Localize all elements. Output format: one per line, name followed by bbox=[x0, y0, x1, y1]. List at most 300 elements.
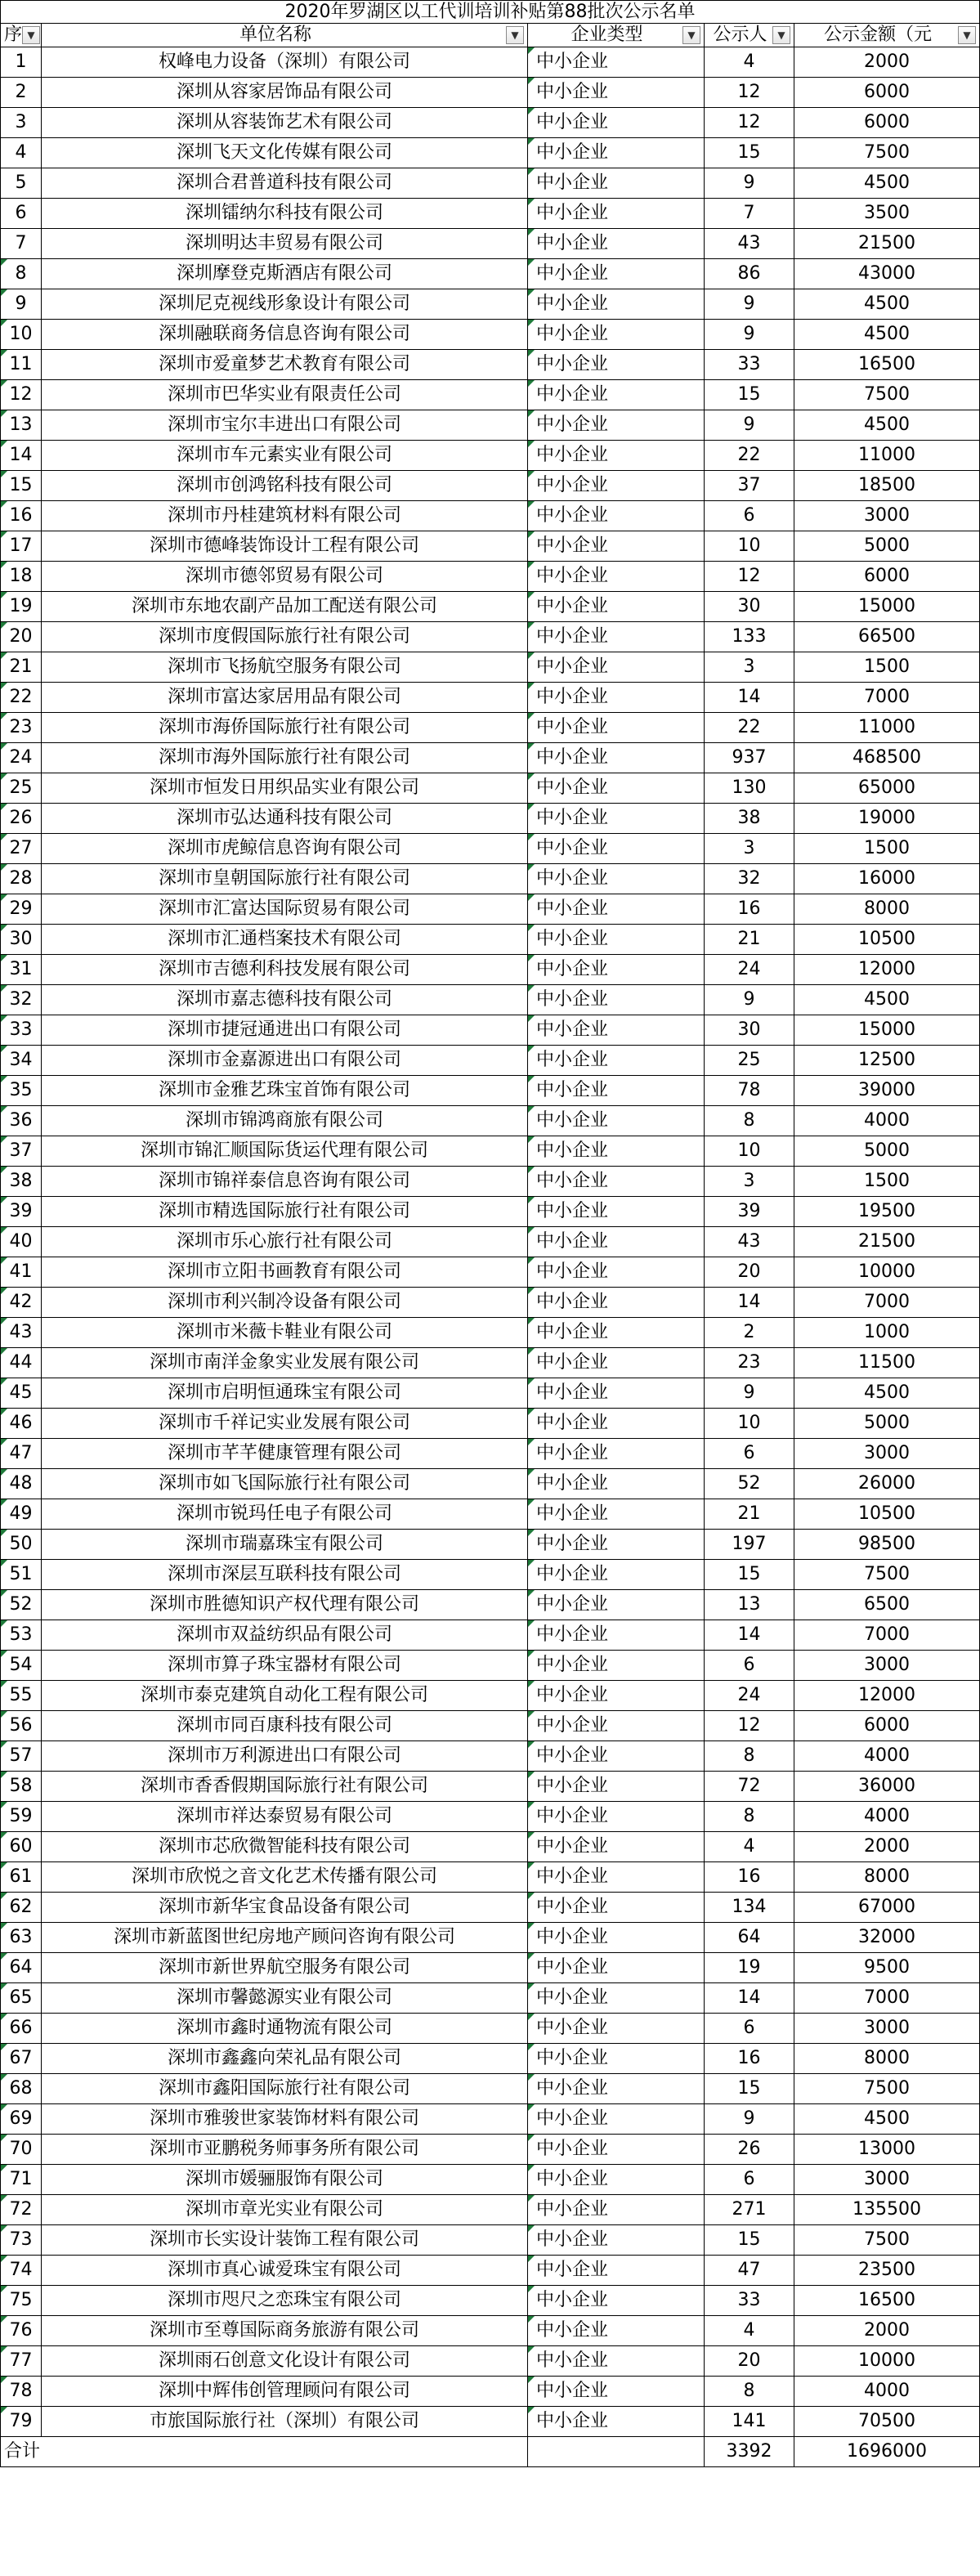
company-type[interactable]: 中小企业 bbox=[528, 985, 705, 1015]
company-type[interactable]: 中小企业 bbox=[528, 501, 705, 531]
company-name[interactable]: 深圳市汇富达国际贸易有限公司 bbox=[42, 894, 528, 925]
people-count[interactable]: 10 bbox=[705, 531, 794, 562]
company-type[interactable]: 中小企业 bbox=[528, 834, 705, 864]
row-index[interactable]: 57 bbox=[1, 1741, 42, 1772]
company-name[interactable]: 深圳市南洋金象实业发展有限公司 bbox=[42, 1348, 528, 1378]
company-name[interactable]: 深圳市恒发日用织品实业有限公司 bbox=[42, 773, 528, 804]
people-count[interactable]: 4 bbox=[705, 47, 794, 78]
row-index[interactable]: 56 bbox=[1, 1711, 42, 1741]
row-index[interactable]: 77 bbox=[1, 2346, 42, 2377]
people-count[interactable]: 133 bbox=[705, 622, 794, 652]
people-count[interactable]: 43 bbox=[705, 1227, 794, 1257]
subsidy-amount[interactable]: 6000 bbox=[794, 108, 980, 138]
total-label[interactable]: 合计 bbox=[1, 2437, 528, 2467]
row-index[interactable]: 61 bbox=[1, 1862, 42, 1893]
row-index[interactable]: 70 bbox=[1, 2135, 42, 2165]
company-type[interactable]: 中小企业 bbox=[528, 1590, 705, 1620]
company-type[interactable]: 中小企业 bbox=[528, 1651, 705, 1681]
row-index[interactable]: 5 bbox=[1, 168, 42, 199]
people-count[interactable]: 33 bbox=[705, 2286, 794, 2316]
dropdown-arrow-icon[interactable]: ▼ bbox=[22, 26, 40, 44]
company-type[interactable]: 中小企业 bbox=[528, 1197, 705, 1227]
company-name[interactable]: 深圳市海外国际旅行社有限公司 bbox=[42, 743, 528, 773]
subsidy-amount[interactable]: 21500 bbox=[794, 1227, 980, 1257]
row-index[interactable]: 9 bbox=[1, 289, 42, 320]
company-type[interactable]: 中小企业 bbox=[528, 713, 705, 743]
company-name[interactable]: 深圳市宝尔丰进出口有限公司 bbox=[42, 410, 528, 441]
header-people[interactable]: 公示人 ▼ bbox=[705, 24, 794, 47]
row-index[interactable]: 65 bbox=[1, 1983, 42, 2014]
company-name[interactable]: 深圳明达丰贸易有限公司 bbox=[42, 229, 528, 259]
subsidy-amount[interactable]: 4500 bbox=[794, 410, 980, 441]
subsidy-amount[interactable]: 7500 bbox=[794, 138, 980, 168]
dropdown-arrow-icon[interactable]: ▼ bbox=[958, 26, 976, 44]
header-name[interactable]: 单位名称 ▼ bbox=[42, 24, 528, 47]
subsidy-amount[interactable]: 26000 bbox=[794, 1469, 980, 1499]
subsidy-amount[interactable]: 1500 bbox=[794, 1167, 980, 1197]
company-type[interactable]: 中小企业 bbox=[528, 199, 705, 229]
subsidy-amount[interactable]: 3500 bbox=[794, 199, 980, 229]
company-name[interactable]: 市旅国际旅行社（深圳）有限公司 bbox=[42, 2407, 528, 2437]
company-type[interactable]: 中小企业 bbox=[528, 1983, 705, 2014]
company-type[interactable]: 中小企业 bbox=[528, 1227, 705, 1257]
dropdown-arrow-icon[interactable]: ▼ bbox=[506, 26, 524, 44]
company-name[interactable]: 深圳市丹桂建筑材料有限公司 bbox=[42, 501, 528, 531]
people-count[interactable]: 24 bbox=[705, 955, 794, 985]
row-index[interactable]: 63 bbox=[1, 1923, 42, 1953]
subsidy-amount[interactable]: 13000 bbox=[794, 2135, 980, 2165]
company-name[interactable]: 深圳市创鸿铭科技有限公司 bbox=[42, 471, 528, 501]
subsidy-amount[interactable]: 4000 bbox=[794, 2377, 980, 2407]
company-name[interactable]: 深圳市万利源进出口有限公司 bbox=[42, 1741, 528, 1772]
people-count[interactable]: 13 bbox=[705, 1590, 794, 1620]
people-count[interactable]: 21 bbox=[705, 1499, 794, 1530]
company-name[interactable]: 深圳市芯欣微智能科技有限公司 bbox=[42, 1832, 528, 1862]
subsidy-amount[interactable]: 4000 bbox=[794, 1741, 980, 1772]
company-type[interactable]: 中小企业 bbox=[528, 1499, 705, 1530]
company-name[interactable]: 深圳市至尊国际商务旅游有限公司 bbox=[42, 2316, 528, 2346]
subsidy-amount[interactable]: 3000 bbox=[794, 1651, 980, 1681]
row-index[interactable]: 75 bbox=[1, 2286, 42, 2316]
company-type[interactable]: 中小企业 bbox=[528, 622, 705, 652]
company-type[interactable]: 中小企业 bbox=[528, 380, 705, 410]
row-index[interactable]: 40 bbox=[1, 1227, 42, 1257]
company-name[interactable]: 深圳市利兴制冷设备有限公司 bbox=[42, 1288, 528, 1318]
company-name[interactable]: 深圳市双益纺织品有限公司 bbox=[42, 1620, 528, 1651]
subsidy-amount[interactable]: 7500 bbox=[794, 2074, 980, 2104]
company-name[interactable]: 深圳市锦鸿商旅有限公司 bbox=[42, 1106, 528, 1136]
company-name[interactable]: 深圳从容装饰艺术有限公司 bbox=[42, 108, 528, 138]
subsidy-amount[interactable]: 21500 bbox=[794, 229, 980, 259]
company-name[interactable]: 深圳市虎鲸信息咨询有限公司 bbox=[42, 834, 528, 864]
row-index[interactable]: 16 bbox=[1, 501, 42, 531]
people-count[interactable]: 3 bbox=[705, 652, 794, 683]
people-count[interactable]: 16 bbox=[705, 1862, 794, 1893]
company-type[interactable]: 中小企业 bbox=[528, 410, 705, 441]
row-index[interactable]: 4 bbox=[1, 138, 42, 168]
row-index[interactable]: 47 bbox=[1, 1439, 42, 1469]
row-index[interactable]: 18 bbox=[1, 562, 42, 592]
subsidy-amount[interactable]: 16500 bbox=[794, 350, 980, 380]
company-type[interactable]: 中小企业 bbox=[528, 1257, 705, 1288]
people-count[interactable]: 12 bbox=[705, 1711, 794, 1741]
company-type[interactable]: 中小企业 bbox=[528, 2195, 705, 2225]
dropdown-arrow-icon[interactable]: ▼ bbox=[772, 26, 790, 44]
people-count[interactable]: 15 bbox=[705, 380, 794, 410]
company-name[interactable]: 深圳市同百康科技有限公司 bbox=[42, 1711, 528, 1741]
people-count[interactable]: 10 bbox=[705, 1409, 794, 1439]
row-index[interactable]: 62 bbox=[1, 1893, 42, 1923]
company-name[interactable]: 深圳市鑫时通物流有限公司 bbox=[42, 2014, 528, 2044]
people-count[interactable]: 15 bbox=[705, 138, 794, 168]
people-count[interactable]: 141 bbox=[705, 2407, 794, 2437]
people-count[interactable]: 16 bbox=[705, 894, 794, 925]
company-type[interactable]: 中小企业 bbox=[528, 743, 705, 773]
header-index[interactable]: 序 ▼ bbox=[1, 24, 42, 47]
company-name[interactable]: 深圳市雅骏世家装饰材料有限公司 bbox=[42, 2104, 528, 2135]
people-count[interactable]: 9 bbox=[705, 1378, 794, 1409]
row-index[interactable]: 49 bbox=[1, 1499, 42, 1530]
company-name[interactable]: 深圳市欣悦之音文化艺术传播有限公司 bbox=[42, 1862, 528, 1893]
subsidy-amount[interactable]: 5000 bbox=[794, 1136, 980, 1167]
row-index[interactable]: 52 bbox=[1, 1590, 42, 1620]
company-name[interactable]: 深圳市精选国际旅行社有限公司 bbox=[42, 1197, 528, 1227]
row-index[interactable]: 58 bbox=[1, 1772, 42, 1802]
row-index[interactable]: 51 bbox=[1, 1560, 42, 1590]
company-type[interactable]: 中小企业 bbox=[528, 1318, 705, 1348]
company-type[interactable]: 中小企业 bbox=[528, 1439, 705, 1469]
row-index[interactable]: 45 bbox=[1, 1378, 42, 1409]
subsidy-amount[interactable]: 6000 bbox=[794, 1711, 980, 1741]
subsidy-amount[interactable]: 4500 bbox=[794, 1378, 980, 1409]
company-name[interactable]: 深圳市祥达泰贸易有限公司 bbox=[42, 1802, 528, 1832]
people-count[interactable]: 30 bbox=[705, 1015, 794, 1046]
people-count[interactable]: 8 bbox=[705, 1106, 794, 1136]
people-count[interactable]: 3 bbox=[705, 1167, 794, 1197]
row-index[interactable]: 24 bbox=[1, 743, 42, 773]
subsidy-amount[interactable]: 468500 bbox=[794, 743, 980, 773]
company-name[interactable]: 深圳中辉伟创管理顾问有限公司 bbox=[42, 2377, 528, 2407]
row-index[interactable]: 41 bbox=[1, 1257, 42, 1288]
subsidy-amount[interactable]: 16500 bbox=[794, 2286, 980, 2316]
people-count[interactable]: 15 bbox=[705, 1560, 794, 1590]
row-index[interactable]: 15 bbox=[1, 471, 42, 501]
people-count[interactable]: 130 bbox=[705, 773, 794, 804]
subsidy-amount[interactable]: 4500 bbox=[794, 2104, 980, 2135]
row-index[interactable]: 38 bbox=[1, 1167, 42, 1197]
company-type[interactable]: 中小企业 bbox=[528, 955, 705, 985]
company-name[interactable]: 深圳市金嘉源进出口有限公司 bbox=[42, 1046, 528, 1076]
company-type[interactable]: 中小企业 bbox=[528, 168, 705, 199]
subsidy-amount[interactable]: 6000 bbox=[794, 78, 980, 108]
row-index[interactable]: 27 bbox=[1, 834, 42, 864]
row-index[interactable]: 14 bbox=[1, 441, 42, 471]
people-count[interactable]: 7 bbox=[705, 199, 794, 229]
company-name[interactable]: 深圳镭纳尔科技有限公司 bbox=[42, 199, 528, 229]
people-count[interactable]: 14 bbox=[705, 683, 794, 713]
people-count[interactable]: 4 bbox=[705, 1832, 794, 1862]
company-type[interactable]: 中小企业 bbox=[528, 1711, 705, 1741]
people-count[interactable]: 3 bbox=[705, 834, 794, 864]
people-count[interactable]: 6 bbox=[705, 2165, 794, 2195]
company-name[interactable]: 深圳市弘达通科技有限公司 bbox=[42, 804, 528, 834]
people-count[interactable]: 134 bbox=[705, 1893, 794, 1923]
row-index[interactable]: 17 bbox=[1, 531, 42, 562]
company-name[interactable]: 深圳市新华宝食品设备有限公司 bbox=[42, 1893, 528, 1923]
company-name[interactable]: 深圳市锐玛任电子有限公司 bbox=[42, 1499, 528, 1530]
company-name[interactable]: 深圳融联商务信息咨询有限公司 bbox=[42, 320, 528, 350]
row-index[interactable]: 34 bbox=[1, 1046, 42, 1076]
company-type[interactable]: 中小企业 bbox=[528, 471, 705, 501]
company-type[interactable]: 中小企业 bbox=[528, 138, 705, 168]
company-name[interactable]: 深圳市汇通档案技术有限公司 bbox=[42, 925, 528, 955]
header-type[interactable]: 企业类型 ▼ bbox=[528, 24, 705, 47]
company-name[interactable]: 深圳飞天文化传媒有限公司 bbox=[42, 138, 528, 168]
subsidy-amount[interactable]: 2000 bbox=[794, 1832, 980, 1862]
subsidy-amount[interactable]: 4500 bbox=[794, 320, 980, 350]
row-index[interactable]: 3 bbox=[1, 108, 42, 138]
subsidy-amount[interactable]: 15000 bbox=[794, 592, 980, 622]
row-index[interactable]: 6 bbox=[1, 199, 42, 229]
company-name[interactable]: 深圳市飞扬航空服务有限公司 bbox=[42, 652, 528, 683]
people-count[interactable]: 72 bbox=[705, 1772, 794, 1802]
subsidy-amount[interactable]: 98500 bbox=[794, 1530, 980, 1560]
company-type[interactable]: 中小企业 bbox=[528, 78, 705, 108]
subsidy-amount[interactable]: 4000 bbox=[794, 1802, 980, 1832]
people-count[interactable]: 6 bbox=[705, 1651, 794, 1681]
people-count[interactable]: 20 bbox=[705, 1257, 794, 1288]
company-name[interactable]: 深圳市巴华实业有限责任公司 bbox=[42, 380, 528, 410]
row-index[interactable]: 66 bbox=[1, 2014, 42, 2044]
subsidy-amount[interactable]: 43000 bbox=[794, 259, 980, 289]
row-index[interactable]: 33 bbox=[1, 1015, 42, 1046]
subsidy-amount[interactable]: 8000 bbox=[794, 1862, 980, 1893]
company-type[interactable]: 中小企业 bbox=[528, 289, 705, 320]
company-name[interactable]: 深圳摩登克斯酒店有限公司 bbox=[42, 259, 528, 289]
company-type[interactable]: 中小企业 bbox=[528, 1046, 705, 1076]
row-index[interactable]: 54 bbox=[1, 1651, 42, 1681]
subsidy-amount[interactable]: 4500 bbox=[794, 289, 980, 320]
people-count[interactable]: 24 bbox=[705, 1681, 794, 1711]
row-index[interactable]: 8 bbox=[1, 259, 42, 289]
company-type[interactable]: 中小企业 bbox=[528, 1923, 705, 1953]
company-type[interactable]: 中小企业 bbox=[528, 2225, 705, 2256]
company-name[interactable]: 深圳合君普道科技有限公司 bbox=[42, 168, 528, 199]
company-name[interactable]: 深圳市锦汇顺国际货运代理有限公司 bbox=[42, 1136, 528, 1167]
company-type[interactable]: 中小企业 bbox=[528, 1741, 705, 1772]
subsidy-amount[interactable]: 4500 bbox=[794, 168, 980, 199]
people-count[interactable]: 38 bbox=[705, 804, 794, 834]
company-type[interactable]: 中小企业 bbox=[528, 592, 705, 622]
subsidy-amount[interactable]: 4500 bbox=[794, 985, 980, 1015]
row-index[interactable]: 67 bbox=[1, 2044, 42, 2074]
company-type[interactable]: 中小企业 bbox=[528, 1832, 705, 1862]
people-count[interactable]: 9 bbox=[705, 410, 794, 441]
company-type[interactable]: 中小企业 bbox=[528, 1348, 705, 1378]
company-type[interactable]: 中小企业 bbox=[528, 1530, 705, 1560]
people-count[interactable]: 271 bbox=[705, 2195, 794, 2225]
row-index[interactable]: 21 bbox=[1, 652, 42, 683]
subsidy-amount[interactable]: 7000 bbox=[794, 1983, 980, 2014]
company-name[interactable]: 深圳市德峰装饰设计工程有限公司 bbox=[42, 531, 528, 562]
company-name[interactable]: 深圳市章光实业有限公司 bbox=[42, 2195, 528, 2225]
people-count[interactable]: 43 bbox=[705, 229, 794, 259]
people-count[interactable]: 9 bbox=[705, 168, 794, 199]
people-count[interactable]: 33 bbox=[705, 350, 794, 380]
people-count[interactable]: 6 bbox=[705, 1439, 794, 1469]
company-name[interactable]: 深圳市吉德利科技发展有限公司 bbox=[42, 955, 528, 985]
company-name[interactable]: 深圳市金雅艺珠宝首饰有限公司 bbox=[42, 1076, 528, 1106]
people-count[interactable]: 10 bbox=[705, 1136, 794, 1167]
people-count[interactable]: 12 bbox=[705, 108, 794, 138]
company-type[interactable]: 中小企业 bbox=[528, 1862, 705, 1893]
row-index[interactable]: 25 bbox=[1, 773, 42, 804]
company-name[interactable]: 深圳市咫尺之恋珠宝有限公司 bbox=[42, 2286, 528, 2316]
row-index[interactable]: 60 bbox=[1, 1832, 42, 1862]
total-type-cell[interactable] bbox=[528, 2437, 705, 2467]
row-index[interactable]: 69 bbox=[1, 2104, 42, 2135]
row-index[interactable]: 64 bbox=[1, 1953, 42, 1983]
subsidy-amount[interactable]: 7000 bbox=[794, 683, 980, 713]
company-type[interactable]: 中小企业 bbox=[528, 2135, 705, 2165]
people-count[interactable]: 86 bbox=[705, 259, 794, 289]
row-index[interactable]: 74 bbox=[1, 2256, 42, 2286]
row-index[interactable]: 37 bbox=[1, 1136, 42, 1167]
company-type[interactable]: 中小企业 bbox=[528, 441, 705, 471]
row-index[interactable]: 2 bbox=[1, 78, 42, 108]
company-name[interactable]: 深圳雨石创意文化设计有限公司 bbox=[42, 2346, 528, 2377]
row-index[interactable]: 23 bbox=[1, 713, 42, 743]
subsidy-amount[interactable]: 7500 bbox=[794, 2225, 980, 2256]
company-name[interactable]: 深圳市立阳书画教育有限公司 bbox=[42, 1257, 528, 1288]
people-count[interactable]: 9 bbox=[705, 985, 794, 1015]
company-name[interactable]: 深圳市米薇卡鞋业有限公司 bbox=[42, 1318, 528, 1348]
people-count[interactable]: 4 bbox=[705, 2316, 794, 2346]
subsidy-amount[interactable]: 8000 bbox=[794, 894, 980, 925]
company-name[interactable]: 深圳市新蓝图世纪房地产顾问咨询有限公司 bbox=[42, 1923, 528, 1953]
subsidy-amount[interactable]: 6500 bbox=[794, 1590, 980, 1620]
company-type[interactable]: 中小企业 bbox=[528, 108, 705, 138]
company-name[interactable]: 深圳市启明恒通珠宝有限公司 bbox=[42, 1378, 528, 1409]
people-count[interactable]: 8 bbox=[705, 2377, 794, 2407]
subsidy-amount[interactable]: 10500 bbox=[794, 1499, 980, 1530]
people-count[interactable]: 15 bbox=[705, 2225, 794, 2256]
company-type[interactable]: 中小企业 bbox=[528, 2377, 705, 2407]
company-type[interactable]: 中小企业 bbox=[528, 894, 705, 925]
company-type[interactable]: 中小企业 bbox=[528, 864, 705, 894]
company-name[interactable]: 深圳市新世界航空服务有限公司 bbox=[42, 1953, 528, 1983]
people-count[interactable]: 197 bbox=[705, 1530, 794, 1560]
row-index[interactable]: 78 bbox=[1, 2377, 42, 2407]
subsidy-amount[interactable]: 65000 bbox=[794, 773, 980, 804]
subsidy-amount[interactable]: 1500 bbox=[794, 652, 980, 683]
subsidy-amount[interactable]: 39000 bbox=[794, 1076, 980, 1106]
people-count[interactable]: 32 bbox=[705, 864, 794, 894]
subsidy-amount[interactable]: 1000 bbox=[794, 1318, 980, 1348]
row-index[interactable]: 44 bbox=[1, 1348, 42, 1378]
subsidy-amount[interactable]: 32000 bbox=[794, 1923, 980, 1953]
dropdown-arrow-icon[interactable]: ▼ bbox=[682, 26, 700, 44]
company-type[interactable]: 中小企业 bbox=[528, 1409, 705, 1439]
subsidy-amount[interactable]: 70500 bbox=[794, 2407, 980, 2437]
row-index[interactable]: 43 bbox=[1, 1318, 42, 1348]
subsidy-amount[interactable]: 3000 bbox=[794, 2014, 980, 2044]
row-index[interactable]: 71 bbox=[1, 2165, 42, 2195]
row-index[interactable]: 79 bbox=[1, 2407, 42, 2437]
company-type[interactable]: 中小企业 bbox=[528, 1772, 705, 1802]
company-type[interactable]: 中小企业 bbox=[528, 1893, 705, 1923]
company-type[interactable]: 中小企业 bbox=[528, 2044, 705, 2074]
subsidy-amount[interactable]: 7000 bbox=[794, 1288, 980, 1318]
row-index[interactable]: 12 bbox=[1, 380, 42, 410]
row-index[interactable]: 22 bbox=[1, 683, 42, 713]
company-name[interactable]: 深圳尼克视线形象设计有限公司 bbox=[42, 289, 528, 320]
company-name[interactable]: 深圳市深层互联科技有限公司 bbox=[42, 1560, 528, 1590]
subsidy-amount[interactable]: 5000 bbox=[794, 1409, 980, 1439]
company-type[interactable]: 中小企业 bbox=[528, 47, 705, 78]
company-type[interactable]: 中小企业 bbox=[528, 1953, 705, 1983]
people-count[interactable]: 52 bbox=[705, 1469, 794, 1499]
people-count[interactable]: 937 bbox=[705, 743, 794, 773]
row-index[interactable]: 1 bbox=[1, 47, 42, 78]
row-index[interactable]: 50 bbox=[1, 1530, 42, 1560]
row-index[interactable]: 35 bbox=[1, 1076, 42, 1106]
subsidy-amount[interactable]: 3000 bbox=[794, 1439, 980, 1469]
people-count[interactable]: 14 bbox=[705, 1620, 794, 1651]
subsidy-amount[interactable]: 1500 bbox=[794, 834, 980, 864]
company-type[interactable]: 中小企业 bbox=[528, 1378, 705, 1409]
row-index[interactable]: 29 bbox=[1, 894, 42, 925]
header-amount[interactable]: 公示金额（元 ▼ bbox=[794, 24, 980, 47]
sheet-title[interactable]: 2020年罗湖区以工代训培训补贴第88批次公示名单 bbox=[1, 1, 980, 24]
company-type[interactable]: 中小企业 bbox=[528, 683, 705, 713]
row-index[interactable]: 26 bbox=[1, 804, 42, 834]
company-name[interactable]: 深圳市度假国际旅行社有限公司 bbox=[42, 622, 528, 652]
company-type[interactable]: 中小企业 bbox=[528, 1681, 705, 1711]
company-type[interactable]: 中小企业 bbox=[528, 2014, 705, 2044]
company-type[interactable]: 中小企业 bbox=[528, 2256, 705, 2286]
people-count[interactable]: 64 bbox=[705, 1923, 794, 1953]
subsidy-amount[interactable]: 19000 bbox=[794, 804, 980, 834]
company-name[interactable]: 深圳市长实设计装饰工程有限公司 bbox=[42, 2225, 528, 2256]
subsidy-amount[interactable]: 3000 bbox=[794, 501, 980, 531]
company-name[interactable]: 深圳市泰克建筑自动化工程有限公司 bbox=[42, 1681, 528, 1711]
row-index[interactable]: 42 bbox=[1, 1288, 42, 1318]
people-count[interactable]: 14 bbox=[705, 1983, 794, 2014]
company-name[interactable]: 深圳市算子珠宝器材有限公司 bbox=[42, 1651, 528, 1681]
subsidy-amount[interactable]: 18500 bbox=[794, 471, 980, 501]
subsidy-amount[interactable]: 67000 bbox=[794, 1893, 980, 1923]
row-index[interactable]: 10 bbox=[1, 320, 42, 350]
subsidy-amount[interactable]: 7500 bbox=[794, 380, 980, 410]
row-index[interactable]: 32 bbox=[1, 985, 42, 1015]
company-name[interactable]: 深圳市东地农副产品加工配送有限公司 bbox=[42, 592, 528, 622]
subsidy-amount[interactable]: 11000 bbox=[794, 713, 980, 743]
company-name[interactable]: 深圳市如飞国际旅行社有限公司 bbox=[42, 1469, 528, 1499]
company-name[interactable]: 权峰电力设备（深圳）有限公司 bbox=[42, 47, 528, 78]
row-index[interactable]: 7 bbox=[1, 229, 42, 259]
company-type[interactable]: 中小企业 bbox=[528, 1167, 705, 1197]
company-type[interactable]: 中小企业 bbox=[528, 1469, 705, 1499]
people-count[interactable]: 8 bbox=[705, 1741, 794, 1772]
row-index[interactable]: 13 bbox=[1, 410, 42, 441]
people-count[interactable]: 6 bbox=[705, 501, 794, 531]
company-type[interactable]: 中小企业 bbox=[528, 562, 705, 592]
company-type[interactable]: 中小企业 bbox=[528, 1106, 705, 1136]
people-count[interactable]: 14 bbox=[705, 1288, 794, 1318]
company-name[interactable]: 深圳市鑫阳国际旅行社有限公司 bbox=[42, 2074, 528, 2104]
company-name[interactable]: 深圳市胜德知识产权代理有限公司 bbox=[42, 1590, 528, 1620]
